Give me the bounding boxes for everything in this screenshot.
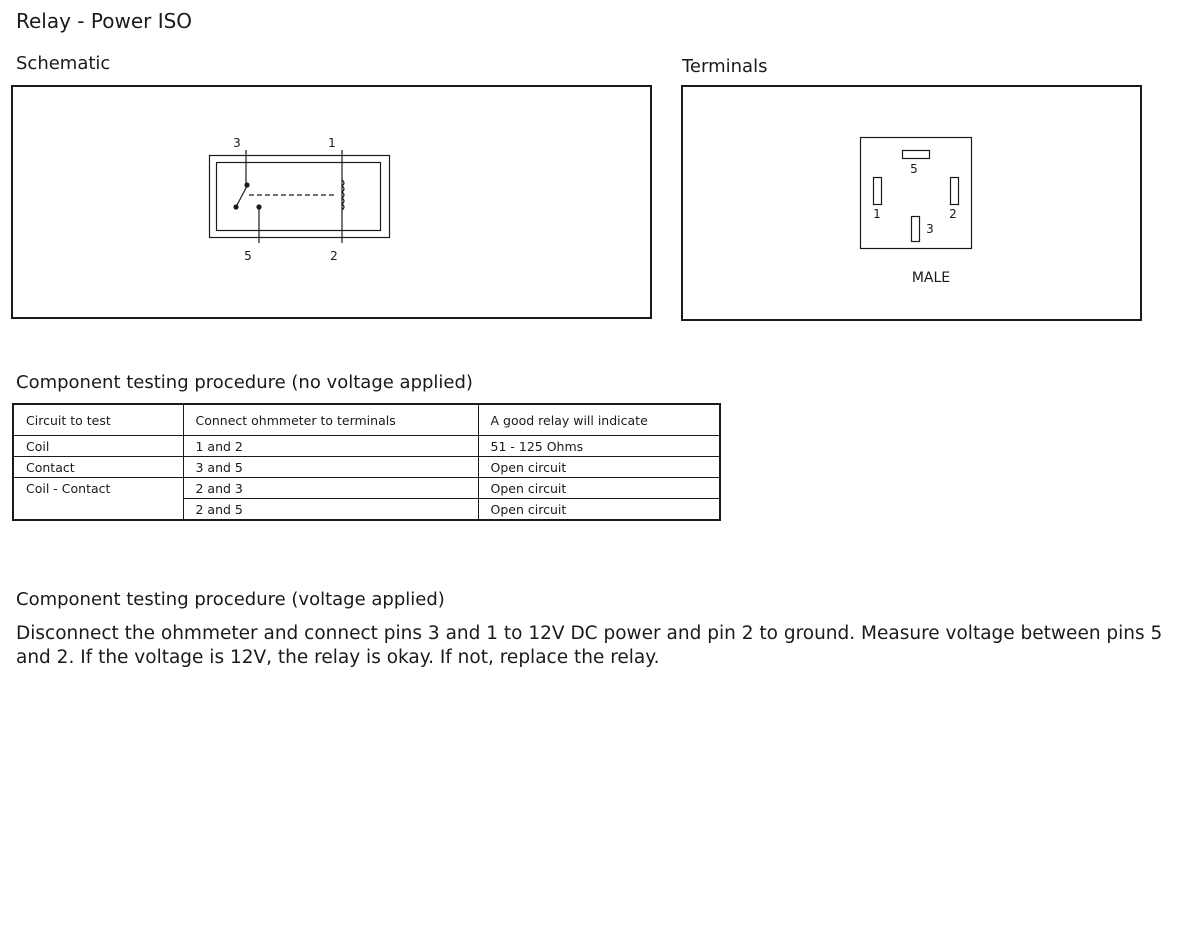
table-cell: 51 - 125 Ohms [478,436,720,457]
column-header: Connect ohmmeter to terminals [183,404,478,436]
table-cell: Open circuit [478,457,720,478]
table-header-row [13,404,720,436]
terminal-label-3: 3 [926,222,934,236]
relay-schematic-diagram [0,0,700,330]
table-cell: 1 and 2 [183,436,478,457]
pin-label-5: 5 [244,249,252,263]
terminal-2 [951,178,959,205]
table-cell: 2 and 5 [183,499,478,521]
table-row [13,478,720,499]
terminal-layout-diagram [700,100,1120,300]
terminal-label-5: 5 [910,162,918,176]
table-cell: 3 and 5 [183,457,478,478]
schematic-heading: Schematic [16,53,111,74]
terminal-5 [903,151,930,159]
pin-label-1: 1 [328,136,336,150]
terminal-1 [874,178,882,205]
voltage-heading: Component testing procedure (voltage applied) [16,589,445,610]
switch-arm [236,186,247,207]
terminal-caption: MALE [911,270,951,286]
table-cell: Contact [13,457,183,478]
table-cell: 2 and 3 [183,478,478,499]
table-cell: Open circuit [478,478,720,499]
page-title: Relay - Power ISO [16,9,193,33]
pin-label-2: 2 [330,249,338,263]
pin-label-3: 3 [233,136,241,150]
terminal-3 [912,217,920,242]
column-header: Circuit to test [13,404,183,436]
table-row [13,457,720,478]
contact-dot-3 [244,182,249,187]
table-row [13,499,720,521]
table-cell: Coil - Contact [26,480,111,496]
table-row [13,436,720,457]
column-header: A good relay will indicate [478,404,720,436]
relay-outer-box [210,156,390,238]
contact-dot-pivot [233,204,238,209]
table-cell: Coil [13,436,183,457]
table-cell [13,499,183,521]
table-cell: Open circuit [478,499,720,521]
terminal-label-1: 1 [873,207,881,221]
contact-dot-5 [256,204,261,209]
connector-body [861,138,972,249]
no-voltage-heading: Component testing procedure (no voltage applied) [16,372,473,393]
terminals-heading: Terminals [682,56,768,77]
voltage-procedure-text: Disconnect the ohmmeter and connect pins 3 and 1 to 12V DC power and pin 2 to ground. Measure voltage between pins 5 and 2. If the voltage is 12V, the relay is okay. If not, replace the relay. [16,623,1163,668]
terminal-label-2: 2 [949,207,957,221]
resistance-test-table [12,403,721,521]
